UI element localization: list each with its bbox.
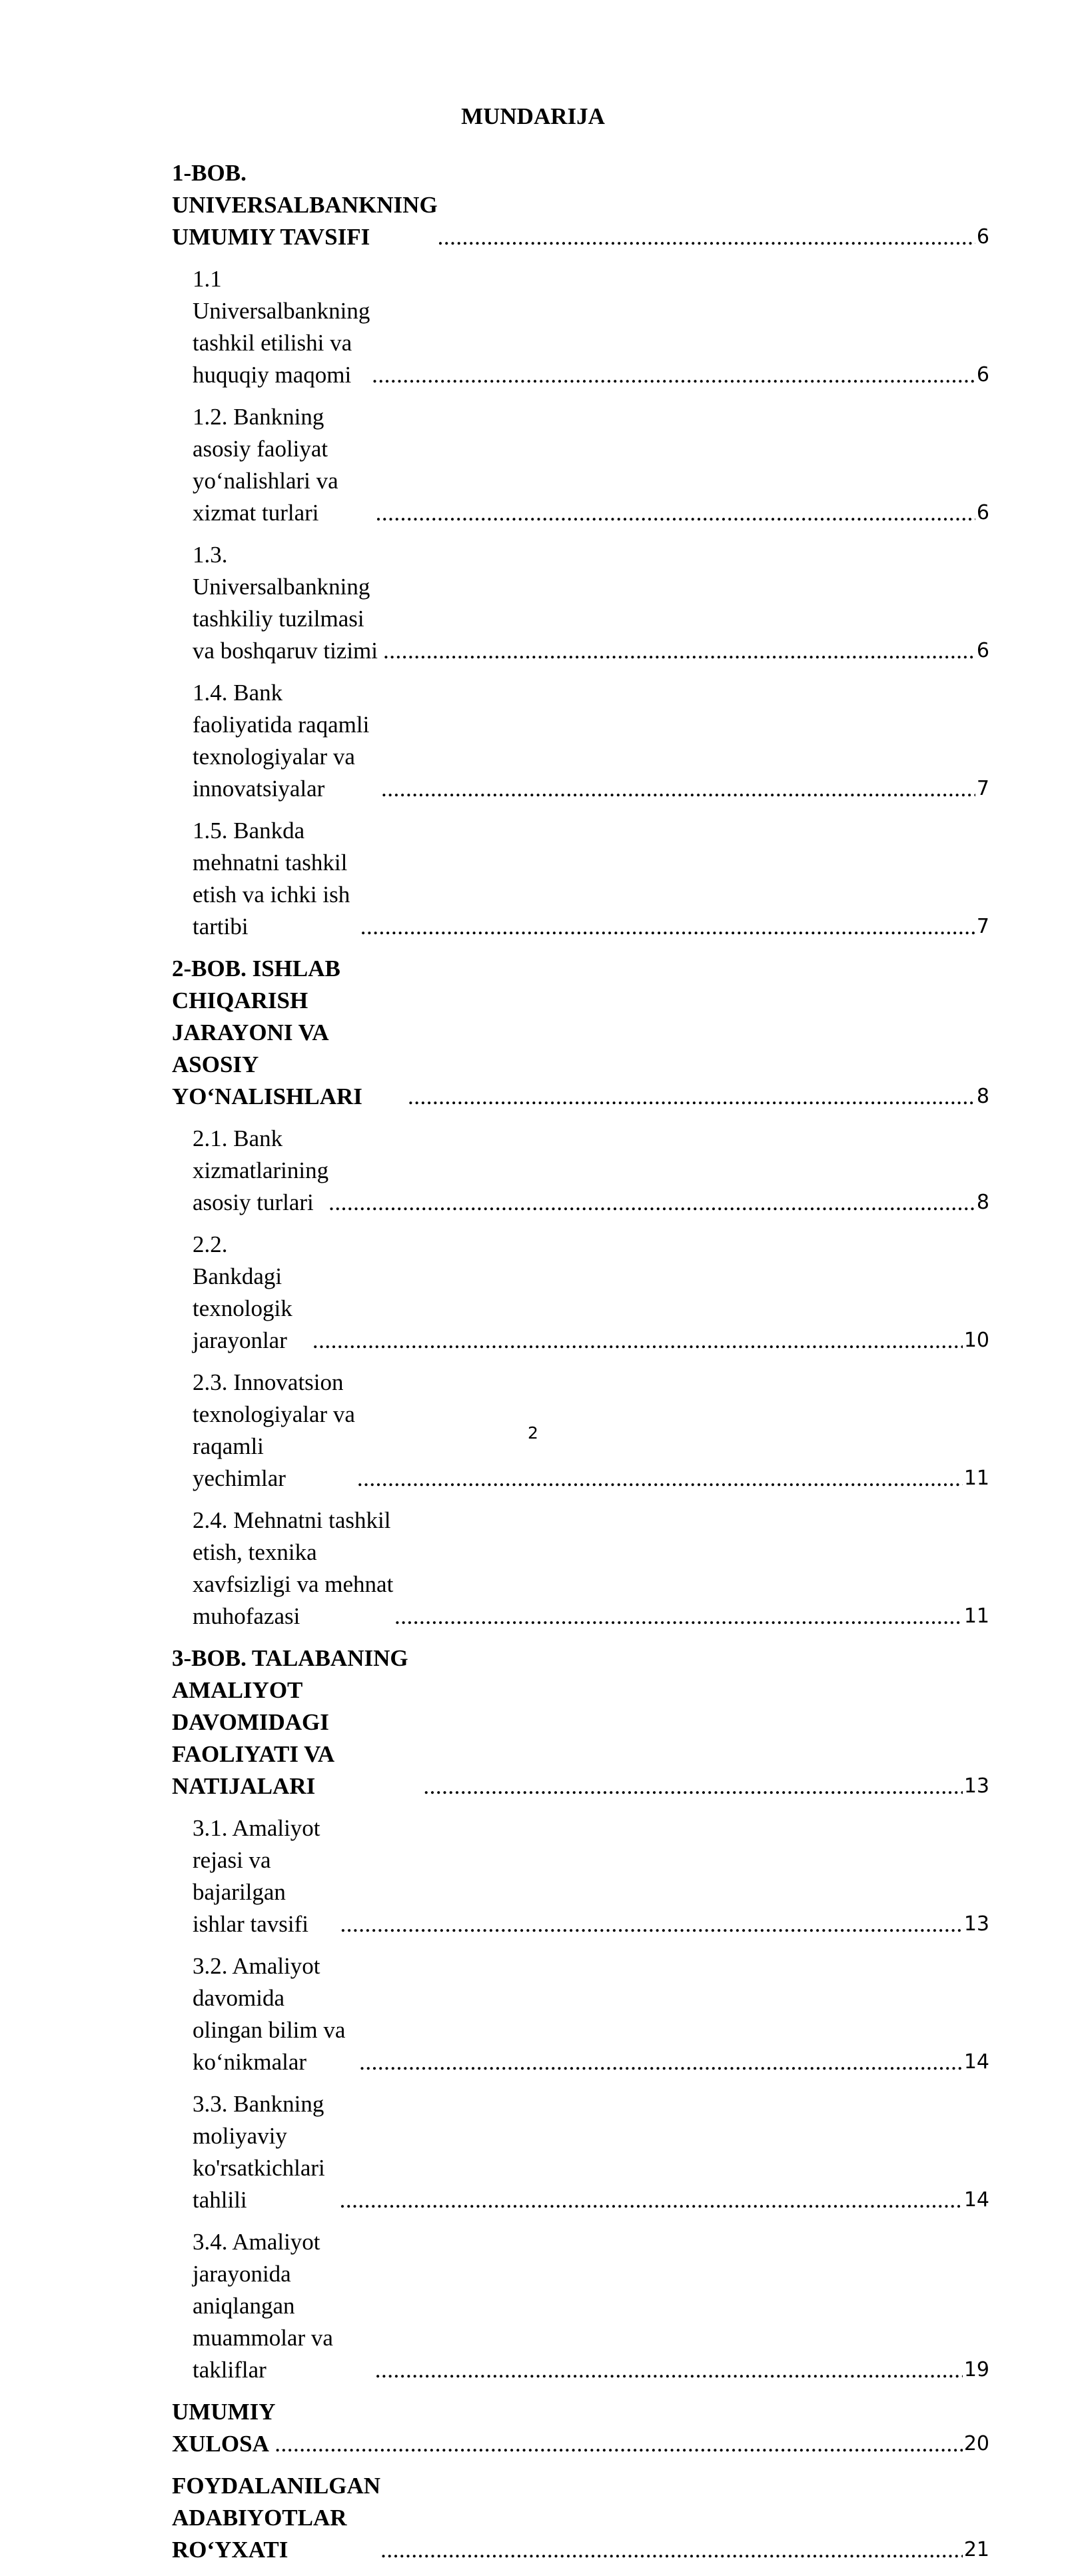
dot-leader bbox=[383, 635, 975, 667]
toc-section-3-3[interactable] bbox=[172, 2088, 989, 2216]
dot-leader bbox=[408, 1081, 975, 1113]
dot-leader bbox=[312, 1325, 963, 1357]
dot-leader bbox=[274, 2428, 963, 2460]
dot-leader bbox=[423, 1770, 962, 1802]
toc-entry-text: 2.2. Bankdagi texnologik jarayonlar bbox=[193, 1231, 292, 1353]
dot-leader bbox=[359, 2046, 963, 2078]
dot-leader bbox=[376, 497, 975, 529]
toc-page-number: 13 bbox=[963, 1912, 989, 1936]
toc-page-number: 19 bbox=[963, 2358, 989, 2381]
toc-section-3-4[interactable] bbox=[172, 2226, 989, 2386]
toc-section-2-1[interactable] bbox=[172, 1123, 989, 1219]
toc-page-number: 6 bbox=[976, 363, 989, 386]
toc-section-1-2[interactable] bbox=[172, 401, 989, 529]
toc-page-number: 13 bbox=[963, 1774, 989, 1798]
dot-leader bbox=[340, 1908, 963, 1940]
toc-entry-text: UMUMIY XULOSA bbox=[172, 2399, 275, 2457]
toc-page-number: 7 bbox=[976, 777, 989, 800]
page-title: MUNDARIJA bbox=[461, 103, 605, 129]
toc-entry-text: 3.1. Amaliyot rejasi va bajarilgan ishlar tavsifi bbox=[193, 1815, 320, 1937]
dot-leader bbox=[372, 359, 975, 391]
toc-entry-text: 3.3. Bankning moliyaviy ko'rsatkichlari tahlili bbox=[193, 2091, 325, 2213]
dot-leader bbox=[328, 1187, 975, 1219]
toc-chapter-3[interactable] bbox=[172, 1642, 989, 1802]
toc-entry-text: 1.4. Bank faoliyatida raqamli texnologiyalar va innovatsiyalar bbox=[193, 680, 370, 802]
toc-page-number: 8 bbox=[976, 1191, 989, 1214]
page-number: 2 bbox=[528, 1423, 538, 1443]
toc-entry-text: 1.2. Bankning asosiy faoliyat yo‘nalishlari va xizmat turlari bbox=[193, 404, 338, 526]
toc-section-3-1[interactable] bbox=[172, 1812, 989, 1940]
toc-chapter-1[interactable] bbox=[172, 157, 989, 253]
toc-references[interactable] bbox=[172, 2470, 989, 2566]
toc-page-number: 21 bbox=[963, 2538, 989, 2561]
toc-section-2-4[interactable] bbox=[172, 1505, 989, 1632]
toc-page-number: 14 bbox=[963, 2188, 989, 2212]
toc-page-number: 7 bbox=[976, 915, 989, 938]
toc-entry-text: 1.5. Bankda mehnatni tashkil etish va ichki ish tartibi bbox=[193, 818, 350, 940]
toc-section-1-3[interactable] bbox=[172, 539, 989, 667]
dot-leader bbox=[357, 1463, 963, 1495]
toc-page-number: 10 bbox=[963, 1329, 989, 1352]
toc-chapter-2[interactable] bbox=[172, 953, 989, 1113]
dot-leader bbox=[340, 2184, 963, 2216]
toc-page-number: 8 bbox=[976, 1085, 989, 1108]
toc-conclusion[interactable] bbox=[172, 2396, 989, 2460]
toc-page-number: 6 bbox=[976, 501, 989, 524]
toc-page-number: 11 bbox=[963, 1467, 989, 1490]
dot-leader bbox=[394, 1601, 963, 1632]
toc-section-1-4[interactable] bbox=[172, 677, 989, 805]
toc-entry-text: 2.4. Mehnatni tashkil etish, texnika xavfsizligi va mehnat muhofazasi bbox=[193, 1507, 394, 1629]
table-of-contents bbox=[172, 157, 989, 2576]
toc-entry-text: FOYDALANILGAN ADABIYOTLAR RO‘YXATI bbox=[172, 2473, 381, 2563]
toc-entry-text: 1.1 Universalbankning tashkil etilishi va huquqiy maqomi bbox=[193, 266, 370, 388]
toc-section-3-2[interactable] bbox=[172, 1950, 989, 2078]
toc-page-number: 6 bbox=[976, 225, 989, 249]
toc-entry-text: 2.3. Innovatsion texnologiyalar va raqamli yechimlar bbox=[193, 1369, 355, 1491]
dot-leader bbox=[360, 911, 975, 943]
toc-section-1-5[interactable] bbox=[172, 815, 989, 943]
dot-leader bbox=[375, 2354, 963, 2386]
dot-leader bbox=[380, 2534, 963, 2566]
toc-entry-text: 1-BOB. UNIVERSALBANKNING UMUMIY TAVSIFI bbox=[172, 160, 438, 250]
toc-entry-text: 1.3. Universalbankning tashkiliy tuzilmasi va boshqaruv tizimi bbox=[193, 542, 378, 664]
toc-page-number: 11 bbox=[963, 1605, 989, 1628]
toc-entry-text: 3-BOB. TALABANING AMALIYOT DAVOMIDAGI FAOLIYATI VA NATIJALARI bbox=[172, 1645, 408, 1799]
toc-page-number: 20 bbox=[963, 2432, 989, 2455]
toc-entry-text: 3.2. Amaliyot davomida olingan bilim va ko‘nikmalar bbox=[193, 1953, 346, 2075]
toc-entry-text: 3.4. Amaliyot jarayonida aniqlangan muammolar va takliflar bbox=[193, 2229, 333, 2383]
toc-entry-text: 2-BOB. ISHLAB CHIQARISH JARAYONI VA ASOSIY YO‘NALISHLARI bbox=[172, 956, 362, 1109]
dot-leader bbox=[381, 773, 975, 805]
toc-section-2-2[interactable] bbox=[172, 1229, 989, 1357]
dot-leader bbox=[438, 221, 975, 253]
toc-page-number: 14 bbox=[963, 2050, 989, 2074]
toc-section-1-1[interactable] bbox=[172, 263, 989, 391]
toc-page-number: 6 bbox=[976, 639, 989, 662]
toc-entry-text: 2.1. Bank xizmatlarining asosiy turlari bbox=[193, 1125, 329, 1215]
